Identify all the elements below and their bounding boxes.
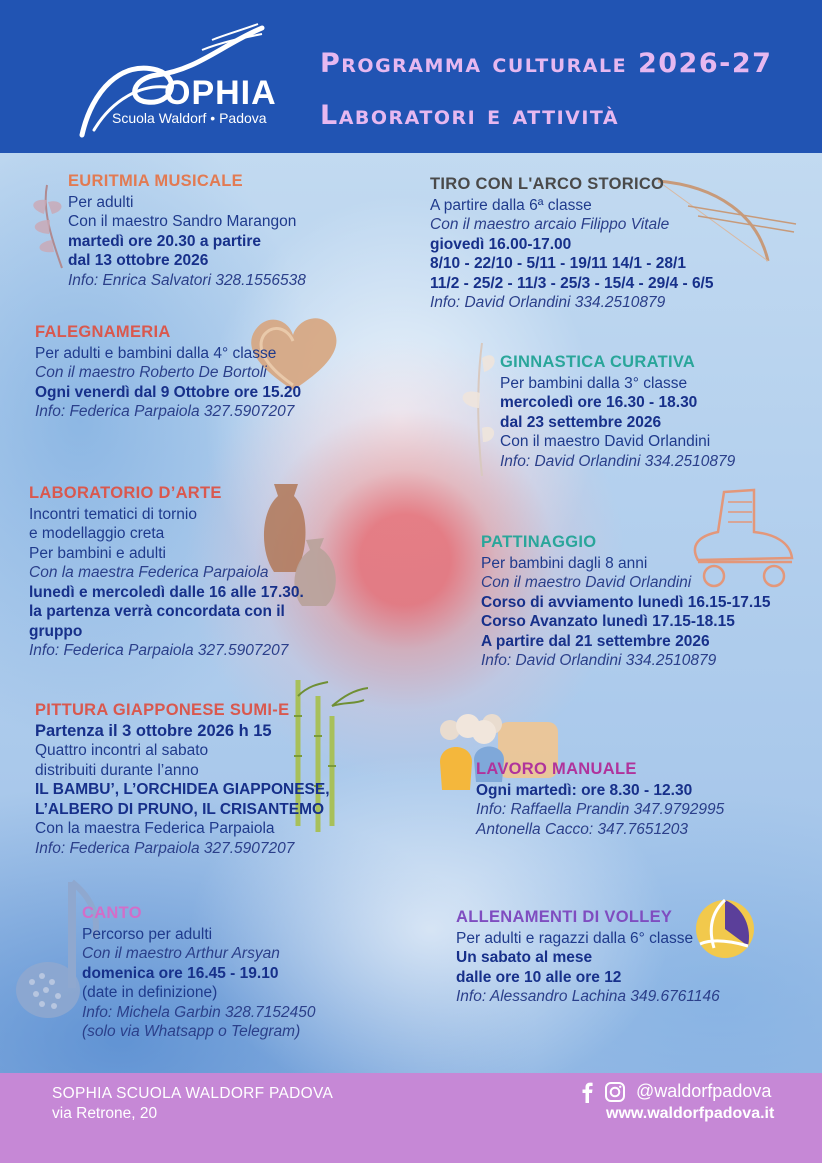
activity-schedule: domenica ore 16.45 - 19.10 [82, 964, 279, 982]
activity-title: GINNASTICA CURATIVA [500, 353, 696, 371]
activity-pittura-sumi-e [35, 701, 330, 858]
activity-info: Info: Federica Parpaiola 327.5907207 [35, 403, 295, 420]
activity-info: Info: Federica Parpaiola 327.5907207 [35, 839, 295, 857]
website-link[interactable]: www.waldorfpadova.it [606, 1105, 775, 1122]
activity-schedule: Ogni venerdì dal 9 Ottobre ore 15.20 [35, 383, 302, 401]
activity-laboratorio-arte [29, 484, 304, 661]
activity-title: TIRO CON L'ARCO STORICO [430, 175, 665, 193]
activity-title: PITTURA GIAPPONESE SUMI-E [35, 701, 290, 719]
footer-bar [0, 1073, 822, 1163]
activity-info: Info: David Orlandini 334.2510879 [481, 652, 717, 669]
activity-info: (solo via Whatsapp o Telegram) [82, 1023, 301, 1040]
activity-info: Info: Raffaella Prandin 347.9792995 [476, 801, 725, 818]
activity-lavoro-manuale [476, 760, 724, 839]
activity-title: LABORATORIO D’ARTE [29, 484, 222, 502]
activity-title: LAVORO MANUALE [476, 760, 637, 778]
activity-teacher: Con il maestro David Orlandini [500, 433, 711, 450]
logo-subtitle: Scuola Waldorf • Padova [112, 110, 267, 126]
activity-falegnameria [35, 323, 301, 422]
activity-note: (date in definizione) [82, 984, 218, 1001]
activity-schedule: Un sabato al mese [456, 949, 593, 966]
activity-title: EURITMIA MUSICALE [68, 172, 243, 190]
activity-audience: Percorso per adulti [82, 925, 213, 943]
activity-start-date: dal 23 settembre 2026 [500, 413, 662, 431]
activity-audience: Per bambini dagli 8 anni [481, 554, 648, 572]
activity-info: Info: David Orlandini 334.2510879 [500, 452, 736, 470]
activity-start-date: A partire dal 21 settembre 2026 [481, 632, 710, 650]
activity-start-date: dal 13 ottobre 2026 [68, 252, 209, 269]
activity-teacher: Con il maestro arcaio Filippo Vitale [430, 216, 670, 233]
activity-teacher: Con il maestro Arthur Arsyan [82, 945, 280, 962]
footer-address: via Retrone, 20 [52, 1105, 158, 1122]
activity-description: Quattro incontri al sabato [35, 742, 209, 759]
activity-title: ALLENAMENTI DI VOLLEY [456, 908, 673, 926]
activity-note: la partenza verrà concordata con il [29, 603, 285, 620]
activity-start-date: Partenza il 3 ottobre 2026 h 15 [35, 721, 272, 740]
activity-ginnastica [500, 353, 735, 471]
activity-teacher: Con il maestro Roberto De Bortoli [35, 364, 267, 381]
activity-description: distribuiti durante l’anno [35, 761, 199, 779]
page-subtitle: Laboratori e attività [320, 100, 620, 131]
activity-info: Info: Alessandro Lachina 349.6761146 [456, 988, 720, 1005]
activity-audience: Per adulti e ragazzi dalla 6° classe [456, 929, 694, 947]
activity-teacher: Con la maestra Federica Parpaiola [29, 564, 269, 581]
activity-audience: Per bambini dalla 3° classe [500, 374, 688, 392]
activity-info: Info: David Orlandini 334.2510879 [430, 294, 666, 311]
activity-teacher: Con il maestro David Orlandini [481, 574, 692, 591]
activity-audience: Per bambini e adulti [29, 544, 166, 562]
activity-topics: IL BAMBU’, L’ORCHIDEA GIAPPONESE, [35, 781, 330, 798]
activity-schedule: Ogni martedì: ore 8.30 - 12.30 [476, 781, 693, 799]
activity-schedule: Corso Avanzato lunedì 17.15-18.15 [481, 613, 735, 630]
activity-volley [456, 908, 720, 1007]
activity-canto [82, 904, 316, 1042]
footer-school-name: SOPHIA SCUOLA WALDORF PADOVA [52, 1085, 334, 1102]
activity-dates: 8/10 - 22/10 - 5/11 - 19/11 14/1 - 28/1 [430, 255, 686, 272]
social-handle-link[interactable]: @waldorfpadova [636, 1081, 772, 1101]
activity-note: gruppo [29, 622, 83, 640]
activity-tiro-arco [430, 175, 714, 313]
activity-teacher: Con la maestra Federica Parpaiola [35, 820, 275, 837]
activity-schedule: giovedì 16.00-17.00 [430, 235, 572, 253]
activity-euritmia [68, 172, 306, 290]
activity-info: Info: Michela Garbin 328.7152450 [82, 1003, 316, 1021]
activity-title: PATTINAGGIO [481, 533, 597, 551]
activity-schedule: martedì ore 20.30 a partire [68, 232, 261, 250]
activity-teacher: Con il maestro Sandro Marangon [68, 213, 297, 230]
leaf-icon [22, 180, 72, 270]
activity-schedule: lunedì e mercoledì dalle 16 alle 17.30. [29, 583, 304, 601]
header-banner [0, 0, 822, 153]
activity-title: FALEGNAMERIA [35, 323, 171, 341]
activity-info: Info: Enrica Salvatori 328.1556538 [68, 271, 306, 289]
activity-audience: Per adulti e bambini dalla 4° classe [35, 344, 277, 362]
activity-description: Incontri tematici di tornio [29, 505, 197, 523]
logo-wordmark: OPHIA [164, 74, 277, 112]
activity-description: e modellaggio creta [29, 525, 165, 542]
activity-audience: Per adulti [68, 193, 134, 211]
page-title: Programma culturale 2026-27 [320, 48, 773, 79]
activity-info: Antonella Cacco: 347.7651203 [476, 820, 688, 838]
activity-title: CANTO [82, 904, 142, 922]
activity-schedule: mercoledì ore 16.30 - 18.30 [500, 394, 698, 411]
activity-schedule: dalle ore 10 alle ore 12 [456, 968, 622, 986]
instagram-icon[interactable] [604, 1081, 626, 1103]
activity-pattinaggio [481, 533, 770, 671]
activity-dates: 11/2 - 25/2 - 11/3 - 25/3 - 15/4 - 29/4 - 6/5 [430, 274, 714, 292]
activity-info: Info: Federica Parpaiola 327.5907207 [29, 642, 289, 659]
facebook-icon[interactable] [578, 1081, 596, 1103]
activity-schedule: Corso di avviamento lunedì 16.15-17.15 [481, 593, 771, 611]
leaf-icon [452, 338, 500, 478]
activity-audience: A partire dalla 6ª classe [430, 196, 592, 214]
activity-topics: L’ALBERO DI PRUNO, IL CRISANTEMO [35, 800, 325, 818]
